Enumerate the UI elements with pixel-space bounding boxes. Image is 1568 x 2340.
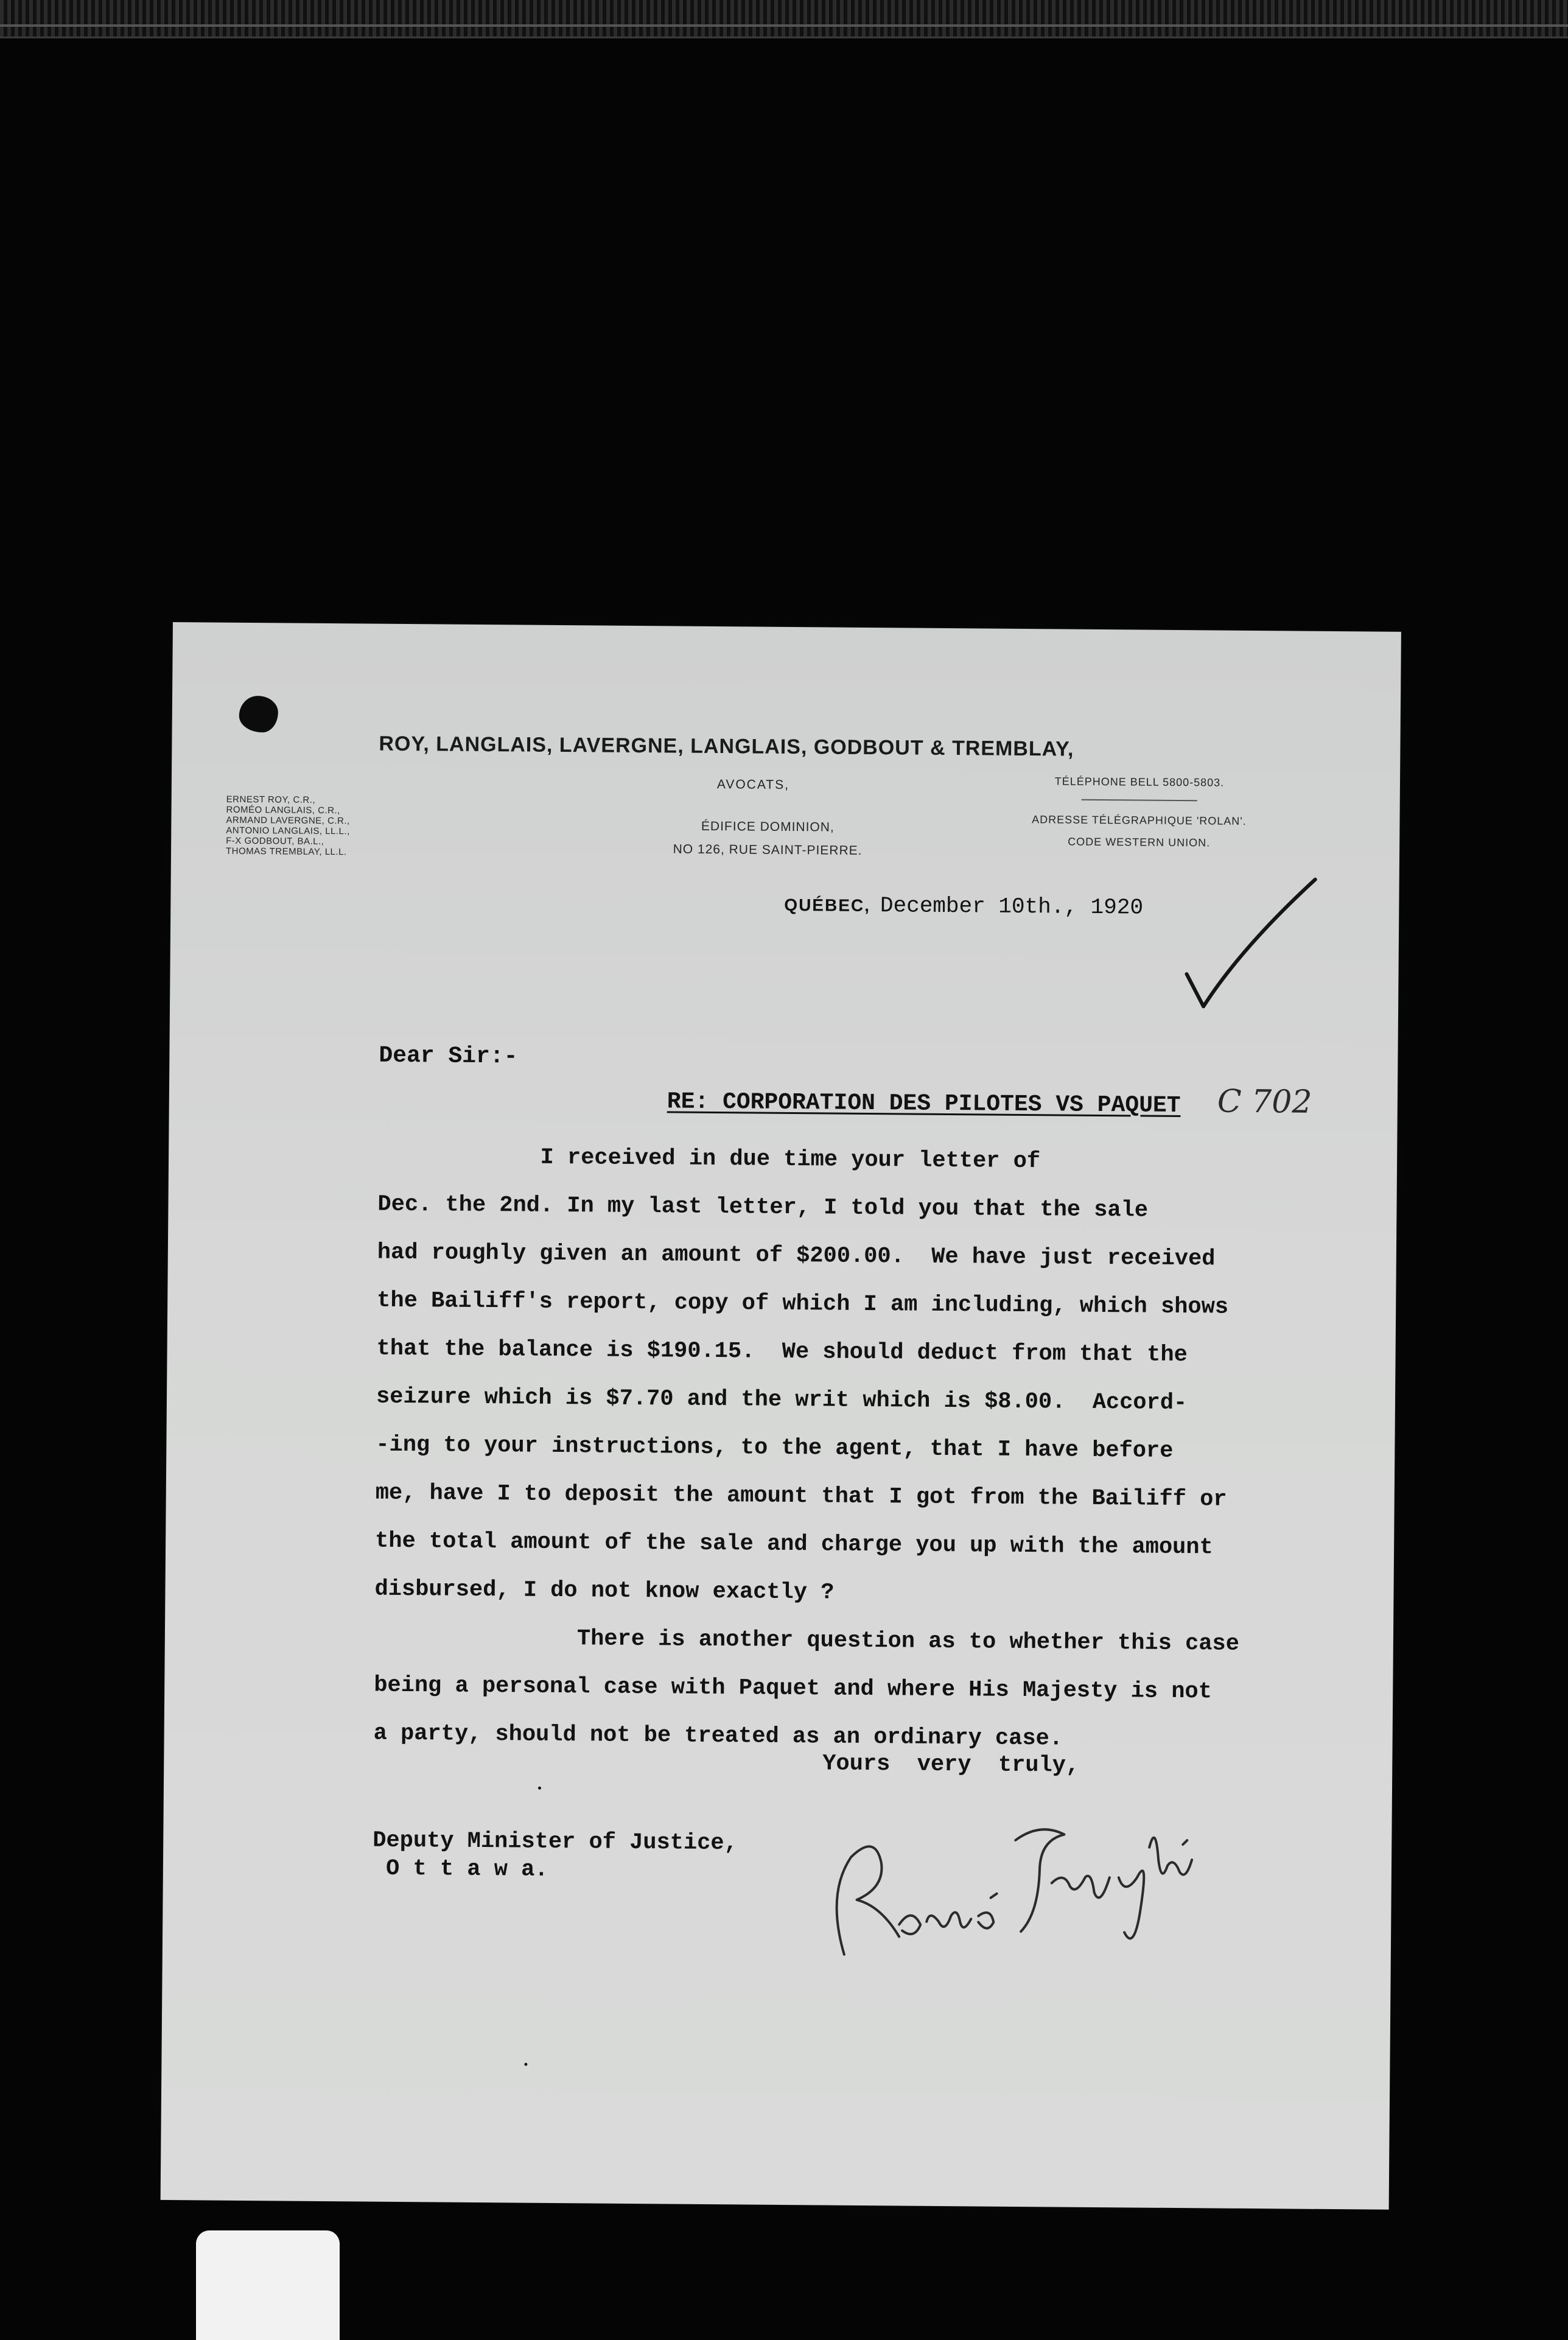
partner-name: THOMAS TREMBLAY, LL.L. (225, 846, 347, 858)
date-text: December 10th., 1920 (880, 893, 1144, 920)
partners-list (226, 794, 427, 858)
check-mark-icon (1168, 874, 1328, 1015)
film-tab (196, 2230, 340, 2340)
body-line: that the balance is $190.15. We should deduct from that the (376, 1336, 1188, 1368)
microfilm-rule (0, 24, 1568, 27)
body-line: me, have I to deposit the amount that I got from the Bailiff or (375, 1480, 1227, 1513)
body-line: -ing to your instructions, to the agent, that I have before (376, 1432, 1174, 1464)
microfilm-edge (0, 0, 1568, 38)
partner-name: ROMÉO LANGLAIS, C.R., (226, 804, 340, 816)
paper-speck (524, 2063, 527, 2066)
date-city: QUÉBEC, (784, 895, 871, 916)
recipient-title: Deputy Minister of Justice, (373, 1827, 738, 1857)
body-line: disbursed, I do not know exactly ? (374, 1576, 835, 1606)
salutation: Dear Sir:- (379, 1042, 518, 1070)
firm-profession: AVOCATS, (716, 777, 790, 792)
partner-name: ARMAND LAVERGNE, C.R., (226, 814, 350, 827)
body-line: a party, should not be treated as an ordinary case. (373, 1720, 1063, 1752)
firm-name: ROY, LANGLAIS, LAVERGNE, LANGLAIS, GODBOUT & TREMBLAY, (379, 732, 1074, 761)
telephone-line: TÉLÉPHONE BELL 5800-5803. (1054, 775, 1225, 789)
body-line: the Bailiff's report, copy of which I am including, which shows (377, 1287, 1229, 1320)
subject-line: RE: CORPORATION DES PILOTES VS PAQUET (667, 1088, 1181, 1119)
body-line: I received in due time your letter of (377, 1143, 1041, 1175)
contact-divider (1082, 799, 1197, 801)
address-building: ÉDIFICE DOMINION, (701, 819, 835, 835)
body-line: seizure which is $7.70 and the writ which is $8.00. Accord- (376, 1384, 1188, 1417)
partner-name: ANTONIO LANGLAIS, LL.L., (226, 825, 350, 837)
recipient-city: O t t a w a. (372, 1855, 548, 1883)
letter-page (161, 622, 1401, 2210)
body-line: being a personal case with Paquet and where His Majesty is not (374, 1672, 1213, 1705)
date-line (784, 892, 1143, 920)
cable-address: ADRESSE TÉLÉGRAPHIQUE 'ROLAN'. (1032, 813, 1247, 827)
partner-name: ERNEST ROY, C.R., (226, 794, 316, 805)
letter-body (373, 1133, 1376, 1766)
file-reference: C 702 (1217, 1083, 1312, 1121)
closing: Yours very truly, (822, 1751, 1080, 1779)
paper-speck (538, 1787, 541, 1790)
body-line: had roughly given an amount of $200.00. We have just received (377, 1239, 1216, 1272)
ink-blot (239, 696, 278, 733)
body-line: the total amount of the sale and charge you up with the amount (374, 1528, 1213, 1561)
recipient-block (373, 1827, 738, 1886)
partner-name: F-X GODBOUT, BA.L., (226, 835, 324, 847)
cable-code: CODE WESTERN UNION. (1068, 835, 1211, 849)
body-line: Dec. the 2nd. In my last letter, I told you that the sale (377, 1191, 1149, 1224)
body-line: There is another question as to whether this case (374, 1624, 1240, 1657)
address-street: NO 126, RUE SAINT-PIERRE. (673, 842, 863, 858)
firm-contact (999, 775, 1279, 855)
handwritten-signature (808, 1784, 1223, 1969)
firm-address (634, 814, 902, 863)
